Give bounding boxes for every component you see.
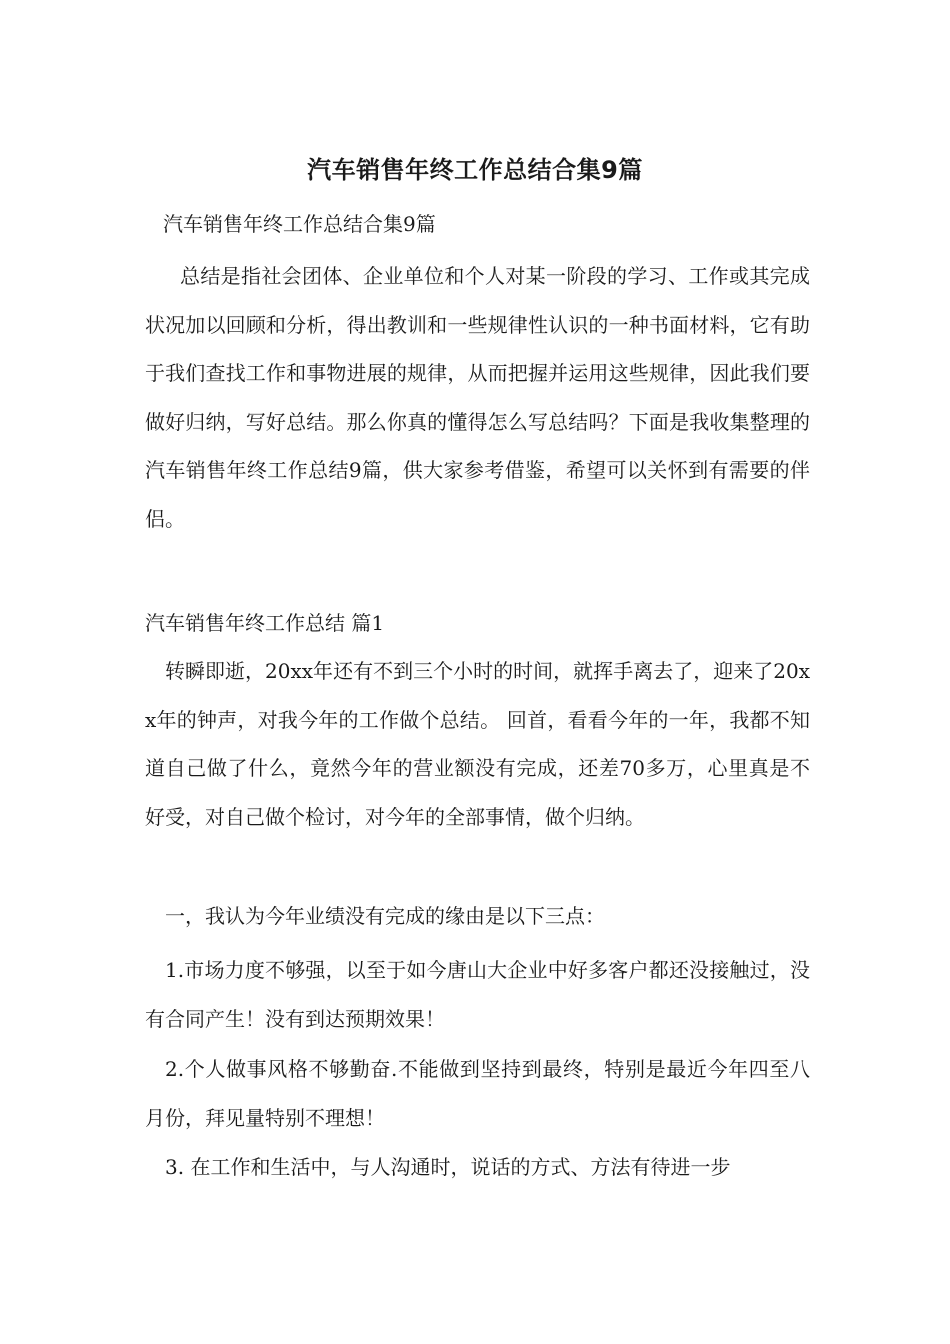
body-paragraph: 转瞬即逝，20xx年还有不到三个小时的时间，就挥手离去了，迎来了20xx年的钟声，对我今年的工作做个总结。 回首，看看今年的一年，我都不知道自己做了什么，竟然今年的营业额没有完成，还差70多万，心里真是不好受，对自己做个检讨，对今年的全部事情，做个归纳。 <box>145 659 810 829</box>
body-paragraph: 1.市场力度不够强，以至于如今唐山大企业中好多客户都还没接触过，没有合同产生！没有到达预期效果！ <box>145 958 810 1031</box>
body-paragraph: 3. 在工作和生活中，与人沟通时，说话的方式、方法有待进一步 <box>165 1155 731 1179</box>
section-heading: 汽车销售年终工作总结 篇1 <box>145 611 385 635</box>
intro-paragraph: 总结是指社会团体、企业单位和个人对某一阶段的学习、工作或其完成状况加以回顾和分析，得出教训和一些规律性认识的一种书面材料，它有助于我们查找工作和事物进展的规律，从而把握并运用这些规律，因此我们要做好归纳，写好总结。那么你真的懂得怎么写总结吗？下面是我收集整理的汽车销售年终工作总结9篇，供大家参考借鉴，希望可以关怀到有需要的伴侣。 <box>145 264 810 531</box>
body-paragraph: 一，我认为今年业绩没有完成的缘由是以下三点： <box>165 904 605 928</box>
document-subtitle: 汽车销售年终工作总结合集9篇 <box>163 212 436 236</box>
body-paragraph: 2.个人做事风格不够勤奋.不能做到坚持到最终，特别是最近今年四至八月份，拜见量特别不理想！ <box>145 1057 810 1130</box>
document-title: 汽车销售年终工作总结合集9篇 <box>307 156 643 184</box>
